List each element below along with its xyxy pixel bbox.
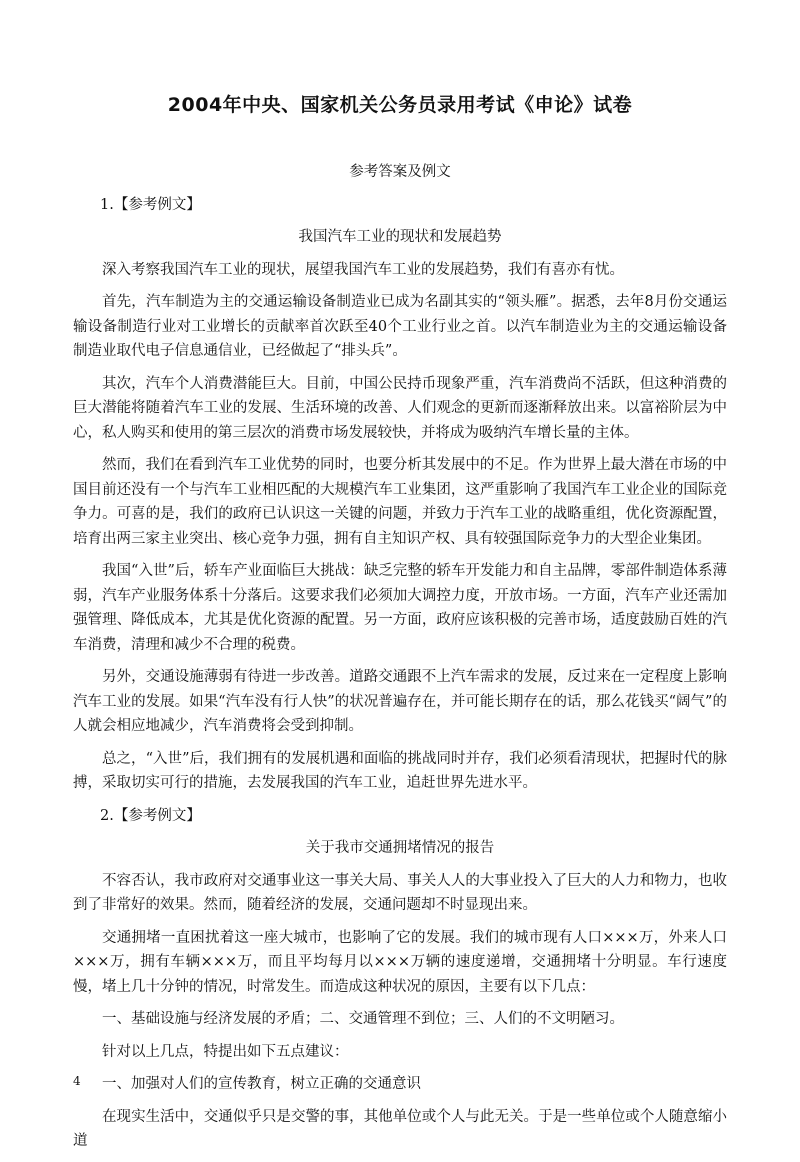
section-heading-2: 2.【参考例文】 bbox=[100, 807, 201, 824]
page-number: 4 bbox=[73, 1074, 81, 1088]
paragraph: 另外，交通设施薄弱有待进一步改善。道路交通跟不上汽车需求的发展，反过来在一定程度上影响汽车工业的发展。如果“汽车没有行人快”的状况普遍存在，并可能长期存在的话，那么花钱买“阔气”的人就会相应地减少，汽车消费将会受到抑制。 bbox=[73, 669, 727, 734]
paragraph: 不容否认，我市政府对交通事业这一事关大局、事关人人的大事业投入了巨大的人力和物力，也收到了非常好的效果。然而，随着经济的发展，交通问题却不时显现出来。 bbox=[73, 872, 727, 913]
subtitle: 参考答案及例文 bbox=[349, 164, 451, 180]
paragraph: 总之，“入世”后，我们拥有的发展机遇和面临的挑战同时并存，我们必须看清现状，把握时代的脉搏，采取切实可行的措施，去发展我国的汽车工业，追赶世界先进水平。 bbox=[73, 750, 727, 791]
paragraph: 在现实生活中，交通似乎只是交警的事，其他单位或个人与此无关。于是一些单位或个人随意缩小道 bbox=[73, 1108, 727, 1149]
paragraph: 首先，汽车制造为主的交通运输设备制造业已成为名副其实的“领头雁”。据悉，去年8月份交通运输设备制造行业对工业增长的贡献率首次跃至40个工业行业之首。以汽车制造业为主的交通运输设备制造业取代电子信息通信业，已经做起了“排头兵”。 bbox=[73, 294, 727, 359]
paragraph: 我国“入世”后，轿车产业面临巨大挑战：缺乏完整的轿车开发能力和自主品牌，零部件制造体系薄弱，汽车产业服务体系十分落后。这要求我们必须加大调控力度，开放市场。一方面，汽车产业还需加强管理、降低成本，尤其是优化资源的配置。另一方面，政府应该积极的完善市场，适度鼓励百姓的汽车消费，清理和减少不合理的税费。 bbox=[73, 563, 727, 653]
paragraph: 一、基础设施与经济发展的矛盾；二、交通管理不到位；三、人们的不文明陋习。 bbox=[102, 1011, 624, 1027]
paragraph: 深入考察我国汽车工业的现状，展望我国汽车工业的发展趋势，我们有喜亦有忧。 bbox=[102, 261, 624, 278]
paragraph: 其次，汽车个人消费潜能巨大。目前，中国公民持币现象严重，汽车消费尚不活跃，但这种消费的巨大潜能将随着汽车工业的发展、生活环境的改善、人们观念的更新而逐渐释放出来。以富裕阶层为中心，私人购买和使用的第三层次的消费市场发展较快，并将成为吸纳汽车增长量的主体。 bbox=[73, 375, 727, 441]
section-heading-1: 1.【参考例文】 bbox=[100, 196, 201, 213]
paragraph: 针对以上几点，特提出如下五点建议： bbox=[102, 1043, 349, 1060]
paragraph: 交通拥堵一直困扰着这一座大城市，也影响了它的发展。我们的城市现有人口×××万，外来人口×××万，拥有车辆×××万，而且平均每月以×××万辆的速度递增，交通拥堵十分明显。车行速度慢，堵上几十分钟的情况，时常发生。而造成这种状况的原因，主要有以下几点： bbox=[73, 929, 727, 995]
paragraph: 然而，我们在看到汽车工业优势的同时，也要分析其发展中的不足。作为世界上最大潜在市场的中国目前还没有一个与汽车工业相匹配的大规模汽车工业集团，这严重影响了我国汽车工业企业的国际竞争力。可喜的是，我们的政府已认识这一关键的问题，并致力于汽车工业的战略重组，优化资源配置，培育出两三家主业突出、核心竞争力强，拥有自主知识产权、具有较强国际竞争力的大型企业集团。 bbox=[73, 457, 727, 547]
essay-title-1: 我国汽车工业的现状和发展趋势 bbox=[298, 229, 502, 245]
paragraph: 一、加强对人们的宣传教育，树立正确的交通意识 bbox=[102, 1076, 421, 1092]
essay-title-2: 关于我市交通拥堵情况的报告 bbox=[305, 840, 495, 856]
page-title: 2004年中央、国家机关公务员录用考试《申论》试卷 bbox=[167, 94, 633, 116]
document-body bbox=[73, 160, 727, 1162]
